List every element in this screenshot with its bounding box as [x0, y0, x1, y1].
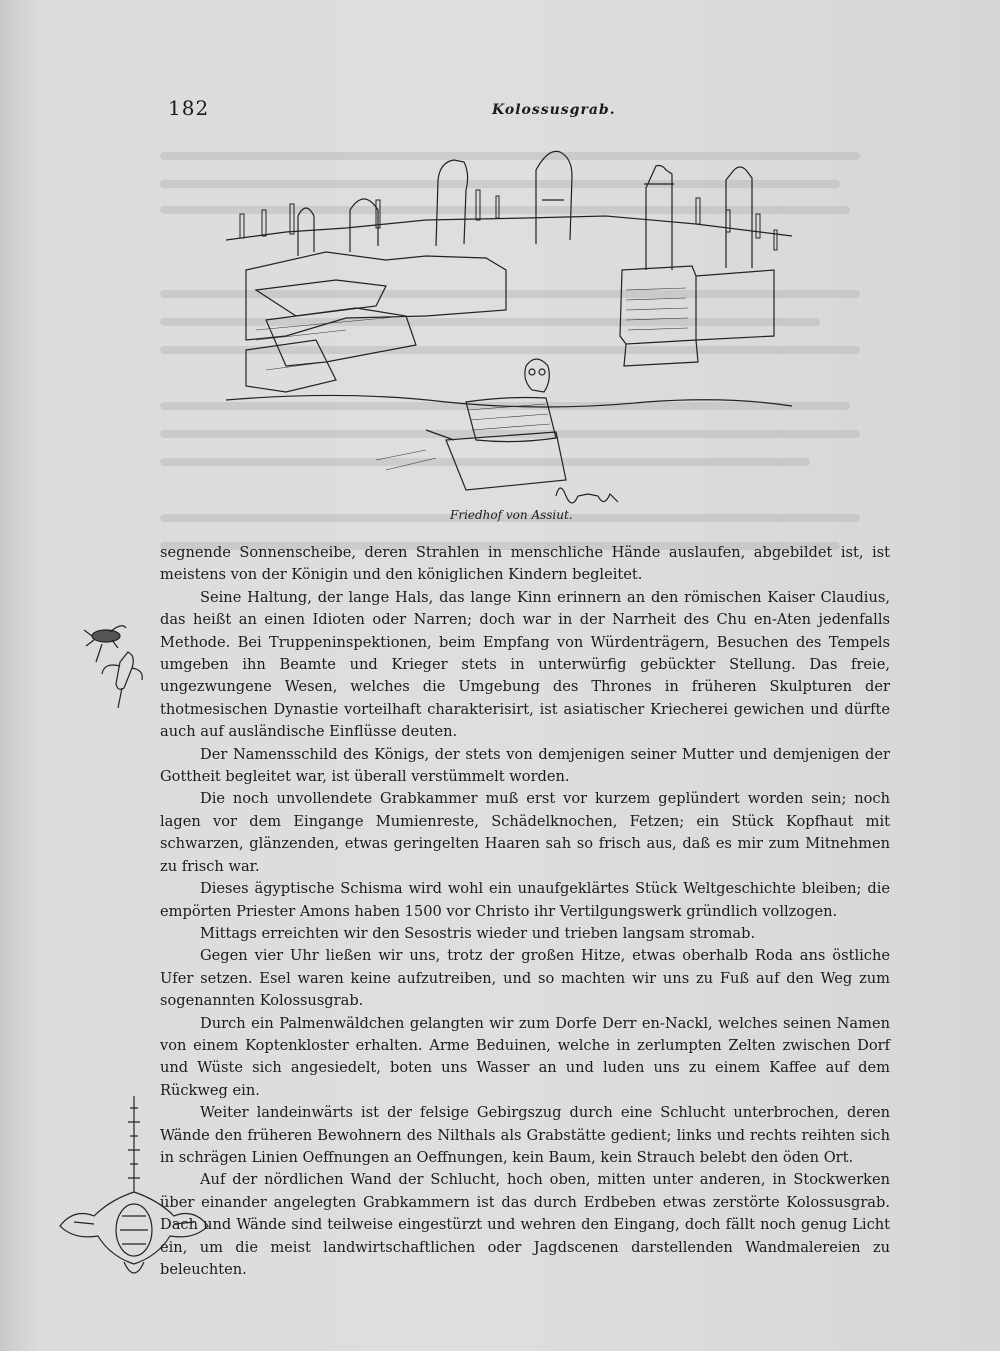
paragraph: Gegen vier Uhr ließen wir uns, trotz der großen Hitze, etwas oberhalb Roda ans östliche Ufer setzen. Esel waren keine aufzutreiben, und so machten wir uns zu Fuß auf den Weg zum sogenannten Kolossusgrab.	[160, 947, 890, 1010]
insect-ornament	[82, 622, 152, 712]
paragraph: Mittags erreichten wir den Sesostris wieder und trieben langsam stromab.	[200, 924, 756, 942]
winged-scarab-ornament	[54, 1096, 214, 1286]
page-number: 182	[168, 96, 210, 120]
paragraph: Der Namensschild des Königs, der stets von demjenigen seiner Mutter und demjenigen der Gottheit begleitet war, ist überall verstümmelt worden.	[160, 745, 890, 786]
paragraph: Seine Haltung, der lange Hals, das lange Kinn erinnern an den römischen Kaiser Claudius, das heißt an einen Idioten oder Narren; doch war in der Narrheit des Chu en-Aten jedenfalls Methode. Bei Truppeninspektionen, beim Empfang von Würdenträgern, Besuchen des Tempels umgeben ihn Beamte und Krieger stets in unterwürfig gebückter Stellung. Das freie, ungezwungene Wesen, welches die Umgebung des Thrones in früheren Skulpturen der thotmesischen Dynastie vorteilhaft charakterisirt, ist asiatischer Kriecherei gewichen und dürfte auch auf ausländische Einflüsse deuten.	[160, 588, 890, 741]
paragraph: Die noch unvollendete Grabkammer muß erst vor kurzem geplündert worden sein; noch lagen vor dem Eingange Mumienreste, Schädelknochen, Fetzen; ein Stück Kopfhaut mit schwarzen, glänzenden, etwas geringelten Haaren sah so frisch aus, daß es mir zum Mitnehmen zu frisch war.	[160, 790, 890, 875]
running-title: Kolossusgrab.	[492, 102, 616, 118]
paragraph: segnende Sonnenscheibe, deren Strahlen in menschliche Hände auslaufen, abgebildet ist, ist meistens von der Königin und den königlichen Kindern begleitet.	[160, 544, 890, 584]
paragraph: Durch ein Palmenwäldchen gelangten wir zum Dorfe Derr en-Nackl, welches seinen Namen von einem Koptenkloster erhalten. Arme Beduinen, welche in zerlumpten Zelten zwischen Dorf und Wüste sich angesiedelt, boten uns Wasser an und luden uns zu einem Kaffee auf dem Rückweg ein.	[160, 1014, 890, 1099]
body-text	[160, 542, 890, 1281]
paragraph: Dieses ägyptische Schisma wird wohl ein unaufgeklärtes Stück Weltgeschichte bleiben; die empörten Priester Amons haben 1500 vor Christo ihr Vertilgungswerk gründlich vollzogen.	[160, 880, 890, 920]
illustration-caption: Friedhof von Assiut.	[450, 508, 573, 522]
paragraph: Weiter landeinwärts ist der felsige Gebirgszug durch eine Schlucht unterbrochen, deren Wände den früheren Bewohnern des Nilthals als Grabstätte gedient; links und rechts reihten sich in schrägen Linien Oeffnungen an Oeffnungen, kein Baum, kein Strauch belebt den öden Ort.	[160, 1104, 890, 1166]
paragraph: Auf der nördlichen Wand der Schlucht, hoch oben, mitten unter anderen, in Stockwerken über einander angelegten Grabkammern ist das durch Erdbeben etwas zerstörte Kolossusgrab. Dach und Wände sind teilweise eingestürzt und wehren den Eingang, doch fällt noch genug Licht ein, um die meist landwirtschaftlichen oder Jagdscenen darstellenden Wandmalereien zu beleuchten.	[160, 1171, 890, 1278]
cemetery-illustration	[226, 140, 792, 520]
